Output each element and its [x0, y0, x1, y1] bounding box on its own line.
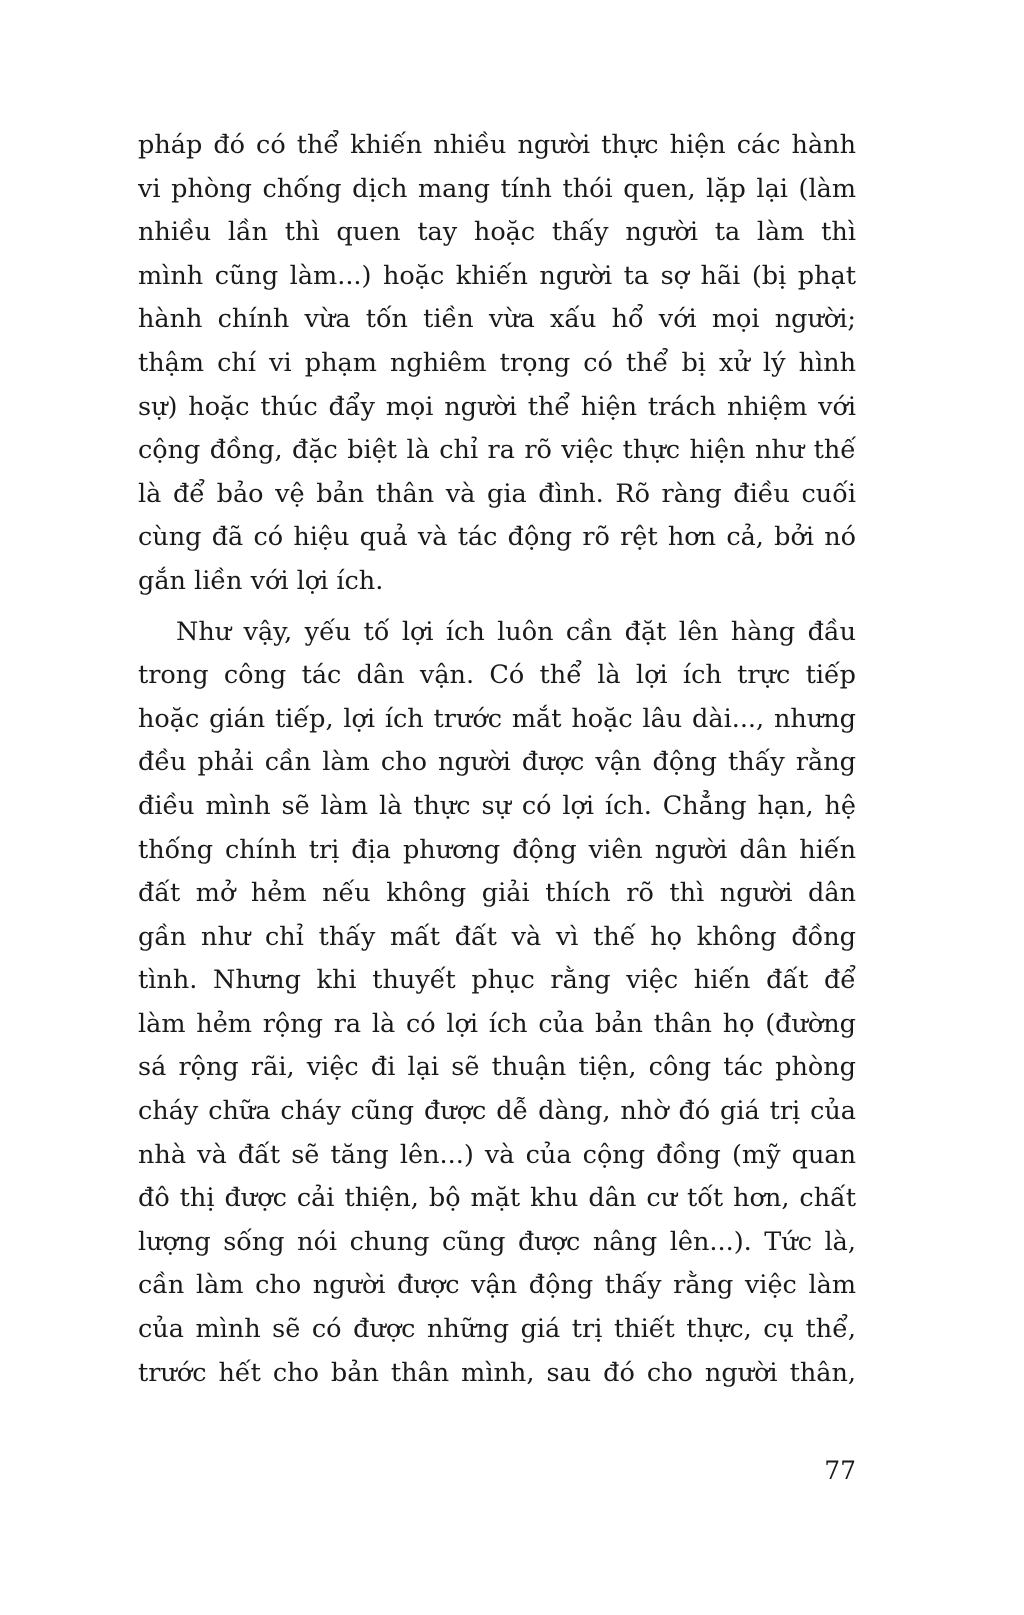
text-line: nhà và đất sẽ tăng lên...) và của cộng đồng (mỹ quan — [138, 1139, 856, 1170]
text-line: cộng đồng, đặc biệt là chỉ ra rõ việc thực hiện như thế — [138, 435, 856, 466]
text-line: lượng sống nói chung cũng được nâng lên...). Tức là, — [138, 1226, 856, 1257]
text-line: thống chính trị địa phương động viên người dân hiến — [138, 834, 856, 865]
text-line: cùng đã có hiệu quả và tác động rõ rệt hơn cả, bởi nó — [138, 522, 856, 553]
text-line: nhiều lần thì quen tay hoặc thấy người ta làm thì — [138, 217, 856, 248]
page-number: 77 — [824, 1456, 856, 1485]
text-line: là để bảo vệ bản thân và gia đình. Rõ ràng điều cuối — [138, 478, 856, 509]
text-line: gần như chỉ thấy mất đất và vì thế họ không đồng — [138, 921, 856, 952]
text-line: cháy chữa cháy cũng được dễ dàng, nhờ đó giá trị của — [138, 1096, 856, 1127]
text-line: cần làm cho người được vận động thấy rằng việc làm — [138, 1270, 856, 1301]
text-line: đất mở hẻm nếu không giải thích rõ thì người dân — [138, 878, 856, 909]
text-line: đô thị được cải thiện, bộ mặt khu dân cư tốt hơn, chất — [138, 1183, 856, 1214]
text-line: hoặc gián tiếp, lợi ích trước mắt hoặc lâu dài..., nhưng — [138, 703, 856, 734]
text-line: pháp đó có thể khiến nhiều người thực hiện các hành — [138, 130, 856, 160]
text-line: đều phải cần làm cho người được vận động thấy rằng — [138, 747, 856, 778]
text-line: mình cũng làm...) hoặc khiến người ta sợ hãi (bị phạt — [138, 260, 856, 291]
body-text — [138, 124, 856, 1395]
text-line: tình. Nhưng khi thuyết phục rằng việc hiến đất để — [138, 965, 856, 996]
text-line: gắn liền với lợi ích. — [138, 565, 384, 596]
text-line: trước hết cho bản thân mình, sau đó cho người thân, — [138, 1357, 856, 1388]
text-line: điều mình sẽ làm là thực sự có lợi ích. Chẳng hạn, hệ — [138, 790, 856, 821]
text-line: thậm chí vi phạm nghiêm trọng có thể bị xử lý hình — [138, 347, 856, 378]
paragraph-1 — [138, 124, 856, 604]
text-line: của mình sẽ có được những giá trị thiết thực, cụ thể, — [138, 1314, 856, 1345]
text-line: sự) hoặc thúc đẩy mọi người thể hiện trách nhiệm với — [138, 391, 856, 422]
text-line: trong công tác dân vận. Có thể là lợi ích trực tiếp — [138, 660, 856, 691]
text-line: hành chính vừa tốn tiền vừa xấu hổ với mọi người; — [138, 304, 856, 335]
text-line: làm hẻm rộng ra là có lợi ích của bản thân họ (đường — [138, 1008, 856, 1039]
text-line: vi phòng chống dịch mang tính thói quen, lặp lại (làm — [138, 173, 856, 204]
text-line: sá rộng rãi, việc đi lại sẽ thuận tiện, công tác phòng — [138, 1052, 856, 1083]
text-line: Như vậy, yếu tố lợi ích luôn cần đặt lên hàng đầu — [176, 616, 856, 647]
paragraph-2 — [138, 611, 856, 1396]
